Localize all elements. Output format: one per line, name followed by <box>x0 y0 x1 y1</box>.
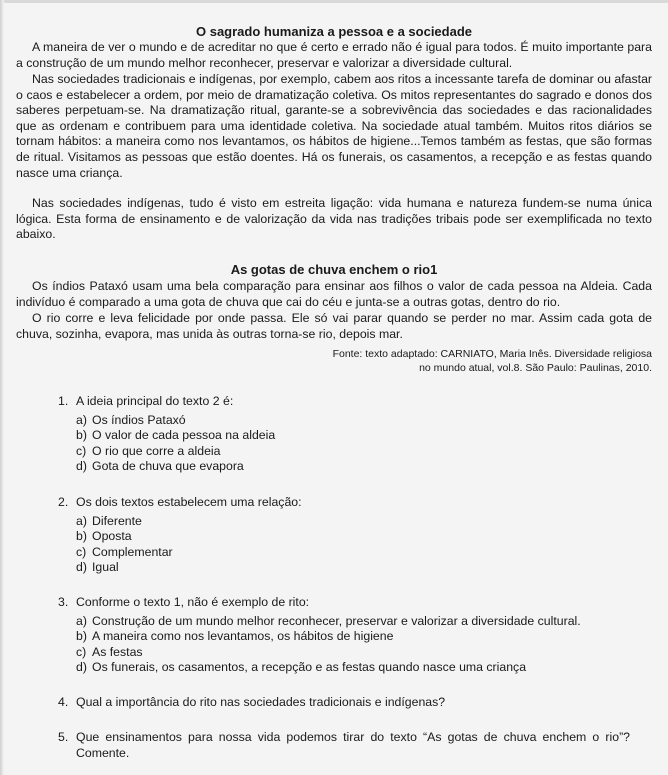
question-text: Conforme o texto 1, não é exemplo de rito: <box>76 595 310 609</box>
question-text: Os dois textos estabelecem uma relação: <box>76 495 302 509</box>
question-number: 2. <box>58 495 69 509</box>
text1-paragraph-3: Nas sociedades indígenas, tudo é visto em estreita ligação: vida humana e natureza fundem-se numa única lógica. Esta forma de ensinamento e de valorização da vida nas tradições tribais pode ser exemplificada no texto abaixo. <box>16 196 652 242</box>
option-d: d) Os funerais, os casamentos, a recepção e as festas quando nasce uma criança <box>76 660 527 675</box>
question-text: Qual a importância do rito nas sociedades tradicionais e indígenas? <box>76 695 446 709</box>
option-b: b) A maneira como nos levantamos, os hábitos de higiene <box>76 629 394 644</box>
option-b: b) O valor de cada pessoa na aldeia <box>76 428 276 443</box>
option-d: d) Igual <box>76 560 119 575</box>
text1-paragraph-1: A maneira de ver o mundo e de acreditar no que é certo e errado não é igual para todos. É muito importante para a construção de um mundo melhor reconhecer, preservar e valorizar a diversidade cultural. <box>16 40 652 70</box>
text2-paragraph-1: Os índios Pataxó usam uma bela comparação para ensinar aos filhos o valor de cada pessoa na Aldeia. Cada indivíduo é comparado a uma gota de chuva que cai do céu e junta-se a outras gotas, dentro do rio. <box>16 279 652 309</box>
option-c: c) As festas <box>76 644 143 659</box>
question-number: 4. <box>58 695 69 709</box>
option-a: a) Diferente <box>76 513 142 528</box>
question-text: A ideia principal do texto 2 é: <box>76 394 234 408</box>
source-citation <box>292 347 652 375</box>
question-text: Que ensinamentos para nossa vida podemos tirar do texto “As gotas de chuva enchem o rio”? Comente. <box>76 730 630 760</box>
question-number: 3. <box>58 595 69 609</box>
question-3 <box>58 595 638 676</box>
option-d: d) Gota de chuva que evapora <box>76 459 244 474</box>
option-b: b) Oposta <box>76 529 132 544</box>
question-number: 1. <box>58 394 69 408</box>
option-c: c) Complementar <box>76 544 173 559</box>
scan-left-edge <box>0 0 4 775</box>
source-line-1: Fonte: texto adaptado: CARNIATO, Maria Inês. Diversidade religiosa <box>332 348 652 360</box>
text2-paragraph-2: O rio corre e leva felicidade por onde passa. Ele só vai parar quando se perder no mar. Assim cada gota de chuva, sozinha, evapora, mas unida às outras torna-se rio, depois mar. <box>16 311 652 341</box>
source-line-2: no mundo atual, vol.8. São Paulo: Paulinas, 2010. <box>419 362 652 374</box>
option-a: a) Os índios Pataxó <box>76 412 186 427</box>
question-4 <box>58 695 638 711</box>
question-number: 5. <box>58 730 69 744</box>
question-2 <box>58 495 638 576</box>
option-a: a) Construção de um mundo melhor reconhecer, preservar e valorizar a diversidade cultural. <box>76 613 581 628</box>
text1-title: O sagrado humaniza a pessoa e a sociedade <box>196 24 472 39</box>
scan-top-edge <box>0 0 668 3</box>
text1-paragraph-2: Nas sociedades tradicionais e indígenas, por exemplo, cabem aos ritos a incessante tarefa de dominar ou afastar o caos e estabelecer a ordem, por meio de dramatização coletiva. Os mitos representantes do sagrado e donos dos saberes perpetuam-se. Na dramatização ritual, garante-se a sobrevivência das sociedades e das racionalidades que as ordenam e contribuem para uma identidade coletiva. Na sociedade atual também. Muitos ritos diários se tornam hábitos: a maneira como nos levantamos, os hábitos de higiene...Temos também as festas, que são formas de ritual. Visitamos as pessoas que estão doentes. Há os funerais, os casamentos, a recepção e as festas quando nasce uma criança. <box>16 72 652 180</box>
text2-title: As gotas de chuva enchem o rio1 <box>230 262 438 277</box>
option-c: c) O rio que corre a aldeia <box>76 443 221 458</box>
question-5 <box>58 730 630 761</box>
question-1 <box>58 394 638 475</box>
